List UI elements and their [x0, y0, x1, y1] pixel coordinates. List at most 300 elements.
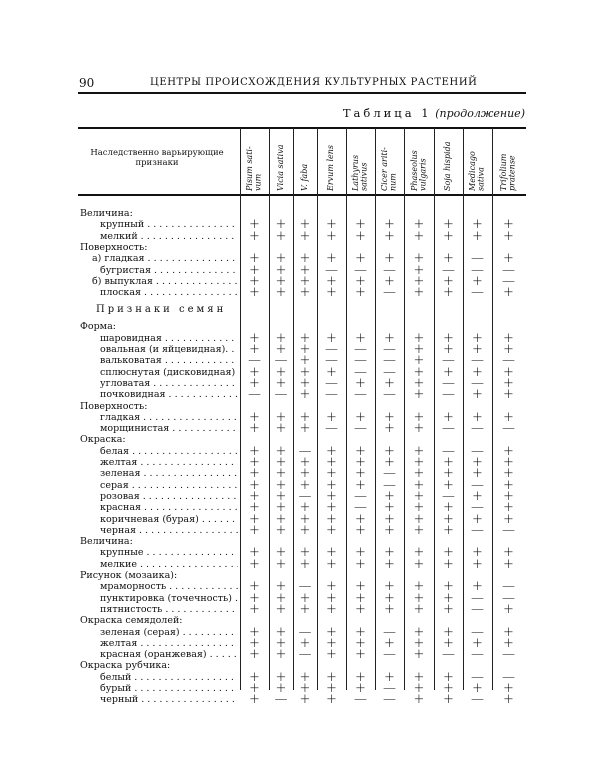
table-caption-label: Таблица 1 — [342, 106, 432, 120]
column-header — [317, 130, 346, 192]
plus-sign: + — [299, 692, 311, 708]
plus-sign: + — [384, 330, 395, 346]
plus-sign: + — [299, 353, 311, 369]
minus-sign: — — [502, 262, 515, 278]
column-divider — [293, 128, 294, 690]
plus-sign: + — [326, 647, 337, 663]
plus-sign: + — [326, 273, 337, 289]
plus-sign: + — [275, 647, 287, 663]
plus-sign: + — [275, 522, 287, 538]
minus-sign: — — [471, 590, 484, 606]
minus-sign: — — [502, 579, 515, 595]
column-header — [404, 130, 434, 192]
minus-sign: — — [354, 421, 367, 437]
plus-sign: + — [299, 635, 311, 651]
minus-sign: — — [471, 669, 484, 685]
minus-sign: — — [325, 342, 338, 357]
plus-sign: + — [443, 669, 454, 685]
minus-sign: — — [442, 443, 455, 459]
plus-sign: + — [384, 669, 395, 685]
plus-sign: + — [326, 330, 337, 346]
plus-sign: + — [503, 556, 514, 572]
plus-sign: + — [275, 364, 287, 380]
plus-sign: + — [299, 364, 311, 380]
plus-sign: + — [443, 228, 454, 244]
plus-sign: + — [443, 330, 454, 346]
trait-group-label: Рисунок (мозаика): — [80, 570, 178, 581]
minus-sign: — — [471, 500, 484, 516]
header-traits-label: Наследственно варьирующие признаки — [90, 148, 224, 168]
plus-sign: + — [249, 228, 260, 244]
plus-sign: + — [503, 443, 514, 459]
plus-sign: + — [503, 466, 514, 482]
column-header-label: Soja hispida — [443, 141, 453, 191]
minus-sign: — — [471, 375, 484, 391]
column-divider — [434, 128, 435, 690]
plus-sign: + — [443, 364, 454, 380]
plus-sign: + — [355, 522, 366, 538]
plus-sign: + — [472, 330, 483, 346]
plus-sign: + — [413, 647, 425, 663]
plus-sign: + — [326, 590, 337, 606]
column-header-label: Phaseolus vulgaris — [409, 150, 427, 191]
plus-sign: + — [326, 251, 337, 267]
plus-sign: + — [503, 387, 514, 403]
plus-sign: + — [503, 455, 514, 470]
plus-sign: + — [249, 409, 260, 425]
column-header — [240, 130, 269, 192]
plus-sign: + — [275, 556, 287, 572]
running-head: ЦЕНТРЫ ПРОИСХОЖДЕНИЯ КУЛЬТУРНЫХ РАСТЕНИЙ — [150, 77, 478, 88]
plus-sign: + — [299, 681, 311, 696]
column-header — [375, 130, 404, 192]
trait-label: а) гладкая . . . — [92, 253, 238, 264]
plus-sign: + — [413, 364, 425, 380]
plus-sign: + — [413, 692, 425, 708]
plus-sign: + — [413, 556, 425, 572]
plus-sign: + — [443, 251, 454, 267]
minus-sign: — — [298, 488, 312, 504]
plus-sign: + — [299, 500, 311, 516]
minus-sign: — — [325, 387, 338, 403]
plus-sign: + — [299, 217, 311, 233]
minus-sign: — — [325, 421, 338, 437]
minus-sign: — — [471, 692, 484, 708]
plus-sign: + — [326, 443, 337, 459]
minus-sign: — — [471, 647, 484, 663]
plus-sign: + — [355, 443, 366, 459]
plus-sign: + — [249, 556, 260, 572]
plus-sign: + — [299, 556, 311, 572]
plus-sign: + — [503, 601, 514, 617]
plus-sign: + — [299, 511, 311, 527]
plus-sign: + — [249, 488, 260, 504]
plus-sign: + — [443, 342, 454, 357]
plus-sign: + — [413, 522, 425, 538]
plus-sign: + — [472, 409, 483, 425]
column-header — [434, 130, 463, 192]
plus-sign: + — [355, 455, 366, 470]
plus-sign: + — [275, 421, 287, 437]
plus-sign: + — [249, 273, 260, 289]
plus-sign: + — [472, 217, 483, 233]
column-header-label: Trifolium pratense — [499, 153, 517, 191]
plus-sign: + — [299, 545, 311, 561]
plus-sign: + — [326, 624, 337, 640]
plus-sign: + — [413, 330, 425, 346]
plus-sign: + — [299, 251, 311, 267]
plus-sign: + — [413, 477, 425, 493]
minus-sign: — — [325, 262, 338, 278]
trait-label: бугристая . . . — [100, 265, 238, 276]
plus-sign: + — [413, 228, 425, 244]
trait-label: зеленая . . . — [100, 468, 238, 479]
minus-sign: — — [502, 421, 515, 437]
minus-sign: — — [383, 387, 396, 403]
plus-sign: + — [249, 477, 260, 493]
plus-sign: + — [249, 285, 260, 301]
trait-label: шаровидная . . . — [100, 333, 238, 344]
table-row — [0, 601, 600, 617]
minus-sign: — — [383, 285, 396, 301]
minus-sign: — — [471, 421, 484, 437]
plus-sign: + — [443, 681, 454, 696]
column-header — [269, 130, 293, 192]
plus-sign: + — [384, 556, 395, 572]
plus-sign: + — [249, 364, 260, 380]
plus-sign: + — [275, 466, 287, 482]
table-top-rule — [78, 127, 526, 129]
plus-sign: + — [443, 522, 454, 538]
column-header — [293, 130, 317, 192]
plus-sign: + — [472, 273, 483, 289]
plus-sign: + — [472, 635, 483, 651]
plus-sign: + — [413, 624, 425, 640]
table-row — [0, 228, 600, 244]
minus-sign: — — [471, 624, 484, 640]
plus-sign: + — [413, 466, 425, 482]
trait-label: крупные . . . — [100, 547, 238, 558]
trait-group-label: Поверхность: — [80, 400, 148, 412]
plus-sign: + — [413, 488, 425, 504]
plus-sign: + — [355, 330, 366, 346]
plus-sign: + — [249, 511, 260, 527]
minus-sign: — — [248, 353, 261, 369]
plus-sign: + — [299, 455, 311, 470]
plus-sign: + — [299, 228, 311, 244]
trait-label: красная (оранжевая) . . . — [100, 649, 238, 660]
plus-sign: + — [443, 579, 454, 595]
plus-sign: + — [326, 364, 337, 380]
plus-sign: + — [326, 579, 337, 595]
plus-sign: + — [355, 477, 366, 493]
column-header — [346, 130, 375, 192]
minus-sign: — — [471, 353, 484, 369]
minus-sign: — — [354, 500, 367, 516]
trait-label: красная . . . — [100, 502, 238, 513]
plus-sign: + — [443, 466, 454, 482]
minus-sign: — — [502, 273, 515, 289]
minus-sign: — — [354, 262, 367, 278]
plus-sign: + — [413, 217, 425, 233]
plus-sign: + — [443, 590, 454, 606]
table-row — [0, 692, 600, 708]
plus-sign: + — [472, 545, 483, 561]
minus-sign: — — [248, 387, 261, 403]
plus-sign: + — [443, 455, 454, 470]
plus-sign: + — [443, 285, 454, 301]
trait-label: почковидная . . . — [100, 389, 238, 400]
plus-sign: + — [503, 635, 514, 651]
plus-sign: + — [299, 262, 311, 278]
trait-label: угловатая . . . — [100, 378, 238, 389]
plus-sign: + — [472, 364, 483, 380]
plus-sign: + — [249, 443, 260, 459]
trait-label: черный . . . — [100, 694, 238, 705]
plus-sign: + — [299, 342, 311, 357]
minus-sign: — — [383, 647, 396, 663]
plus-sign: + — [503, 342, 514, 357]
plus-sign: + — [384, 375, 395, 391]
plus-sign: + — [275, 217, 287, 233]
plus-sign: + — [249, 217, 260, 233]
plus-sign: + — [384, 545, 395, 561]
plus-sign: + — [275, 330, 287, 346]
plus-sign: + — [299, 285, 311, 301]
plus-sign: + — [503, 477, 514, 493]
plus-sign: + — [299, 421, 311, 437]
plus-sign: + — [503, 217, 514, 233]
plus-sign: + — [503, 681, 514, 696]
trait-group-label: Величина: — [80, 208, 133, 219]
plus-sign: + — [275, 477, 287, 493]
plus-sign: + — [326, 511, 337, 527]
plus-sign: + — [326, 488, 337, 504]
column-header — [463, 130, 492, 192]
plus-sign: + — [249, 421, 260, 437]
plus-sign: + — [413, 601, 425, 617]
plus-sign: + — [275, 681, 287, 696]
plus-sign: + — [355, 285, 366, 301]
plus-sign: + — [275, 601, 287, 617]
page-number: 90 — [79, 76, 95, 90]
plus-sign: + — [503, 228, 514, 244]
plus-sign: + — [355, 511, 366, 527]
plus-sign: + — [326, 477, 337, 493]
minus-sign: — — [502, 590, 515, 606]
plus-sign: + — [355, 681, 366, 696]
minus-sign: — — [442, 488, 455, 504]
plus-sign: + — [443, 500, 454, 516]
plus-sign: + — [355, 466, 366, 482]
plus-sign: + — [384, 488, 395, 504]
trait-label: крупный . . . — [100, 219, 238, 230]
table-row — [0, 522, 600, 538]
trait-label: розовая . . . — [100, 491, 238, 502]
plus-sign: + — [503, 285, 514, 301]
plus-sign: + — [413, 590, 425, 606]
plus-sign: + — [413, 579, 425, 595]
plus-sign: + — [326, 692, 337, 708]
plus-sign: + — [326, 556, 337, 572]
plus-sign: + — [249, 681, 260, 696]
trait-label: мелкие . . . — [100, 559, 238, 570]
plus-sign: + — [503, 330, 514, 346]
plus-sign: + — [275, 285, 287, 301]
plus-sign: + — [443, 273, 454, 289]
plus-sign: + — [384, 590, 395, 606]
plus-sign: + — [413, 375, 425, 391]
plus-sign: + — [472, 466, 483, 482]
plus-sign: + — [413, 443, 425, 459]
trait-group-label: Окраска семядолей: — [80, 615, 183, 627]
plus-sign: + — [249, 635, 260, 651]
trait-label: морщинистая . . . — [100, 423, 238, 434]
plus-sign: + — [413, 262, 425, 278]
plus-sign: + — [326, 500, 337, 516]
minus-sign: — — [442, 387, 455, 403]
column-header-label: Medicago sativa — [468, 151, 486, 191]
plus-sign: + — [503, 624, 514, 640]
minus-sign: — — [471, 262, 484, 278]
minus-sign: — — [298, 647, 312, 663]
plus-sign: + — [275, 590, 287, 606]
plus-sign: + — [443, 511, 454, 527]
plus-sign: + — [413, 409, 425, 425]
plus-sign: + — [355, 590, 366, 606]
minus-sign: — — [274, 353, 288, 369]
column-divider — [404, 128, 405, 690]
plus-sign: + — [275, 273, 287, 289]
plus-sign: + — [472, 579, 483, 595]
table-row — [0, 285, 600, 301]
minus-sign: — — [298, 624, 312, 640]
plus-sign: + — [249, 466, 260, 482]
column-header-label: Cicer ariti- num — [380, 147, 398, 191]
plus-sign: + — [275, 409, 287, 425]
plus-sign: + — [249, 522, 260, 538]
minus-sign: — — [383, 466, 396, 482]
plus-sign: + — [503, 364, 514, 380]
plus-sign: + — [249, 262, 260, 278]
header-rule — [78, 92, 526, 94]
minus-sign: — — [354, 364, 367, 380]
plus-sign: + — [249, 500, 260, 516]
plus-sign: + — [472, 455, 483, 470]
plus-sign: + — [275, 375, 287, 391]
plus-sign: + — [503, 545, 514, 561]
column-header-label: Vicia sativa — [275, 144, 285, 191]
plus-sign: + — [472, 387, 483, 403]
minus-sign: — — [442, 375, 455, 391]
table-row — [0, 421, 600, 437]
column-divider — [269, 128, 270, 690]
table-header-rule — [78, 194, 526, 196]
column-divider — [346, 128, 347, 690]
plus-sign: + — [355, 409, 366, 425]
minus-sign: — — [383, 477, 396, 493]
minus-sign: — — [325, 375, 338, 391]
trait-label: желтая . . . — [100, 638, 238, 649]
trait-label: пятнистость . . . — [100, 604, 238, 615]
trait-label: желтая . . . — [100, 457, 238, 468]
plus-sign: + — [503, 692, 514, 708]
plus-sign: + — [443, 692, 454, 708]
plus-sign: + — [275, 579, 287, 595]
minus-sign: — — [274, 387, 288, 403]
plus-sign: + — [413, 421, 425, 437]
plus-sign: + — [413, 251, 425, 267]
minus-sign: — — [354, 353, 367, 369]
minus-sign: — — [383, 342, 396, 357]
plus-sign: + — [275, 251, 287, 267]
column-header-label: V. faba — [299, 163, 309, 191]
plus-sign: + — [326, 228, 337, 244]
column-divider — [317, 128, 318, 690]
column-divider — [375, 128, 376, 690]
plus-sign: + — [275, 500, 287, 516]
plus-sign: + — [503, 409, 514, 425]
column-header-label: Pisum sati- vum — [245, 146, 263, 191]
minus-sign: — — [471, 522, 484, 538]
plus-sign: + — [249, 624, 260, 640]
plus-sign: + — [275, 669, 287, 685]
plus-sign: + — [413, 669, 425, 685]
plus-sign: + — [503, 500, 514, 516]
plus-sign: + — [413, 635, 425, 651]
trait-label: плоская . . . — [100, 287, 238, 298]
plus-sign: + — [249, 579, 260, 595]
trait-label: овальная (и яйцевидная). . . . — [100, 344, 238, 355]
plus-sign: + — [299, 409, 311, 425]
minus-sign: — — [274, 692, 288, 708]
plus-sign: + — [249, 692, 260, 708]
trait-label: серая . . . — [100, 480, 238, 491]
plus-sign: + — [355, 669, 366, 685]
minus-sign: — — [298, 443, 312, 459]
plus-sign: + — [299, 375, 311, 391]
trait-label: белый . . . — [100, 672, 238, 683]
minus-sign: — — [471, 285, 484, 301]
plus-sign: + — [503, 488, 514, 504]
plus-sign: + — [326, 545, 337, 561]
trait-group-label: Окраска: — [80, 434, 126, 446]
plus-sign: + — [275, 443, 287, 459]
plus-sign: + — [299, 522, 311, 538]
minus-sign: — — [354, 488, 367, 504]
plus-sign: + — [355, 601, 366, 617]
plus-sign: + — [443, 217, 454, 233]
plus-sign: + — [299, 590, 311, 606]
plus-sign: + — [443, 556, 454, 572]
trait-label: белая . . . — [100, 446, 238, 457]
plus-sign: + — [326, 669, 337, 685]
plus-sign: + — [443, 601, 454, 617]
plus-sign: + — [384, 522, 395, 538]
plus-sign: + — [413, 285, 425, 301]
column-header-label: Lathyrus sativus — [351, 154, 369, 191]
plus-sign: + — [472, 342, 483, 357]
trait-label: черная . . . — [100, 525, 238, 536]
plus-sign: + — [299, 330, 311, 346]
trait-group-label: Окраска рубчика: — [80, 660, 171, 672]
plus-sign: + — [443, 477, 454, 493]
plus-sign: + — [503, 375, 514, 391]
table-caption-note: (продолжение) — [435, 107, 525, 120]
trait-label: коричневая (бурая) . . . — [100, 514, 238, 525]
plus-sign: + — [413, 545, 425, 561]
plus-sign: + — [249, 601, 260, 617]
